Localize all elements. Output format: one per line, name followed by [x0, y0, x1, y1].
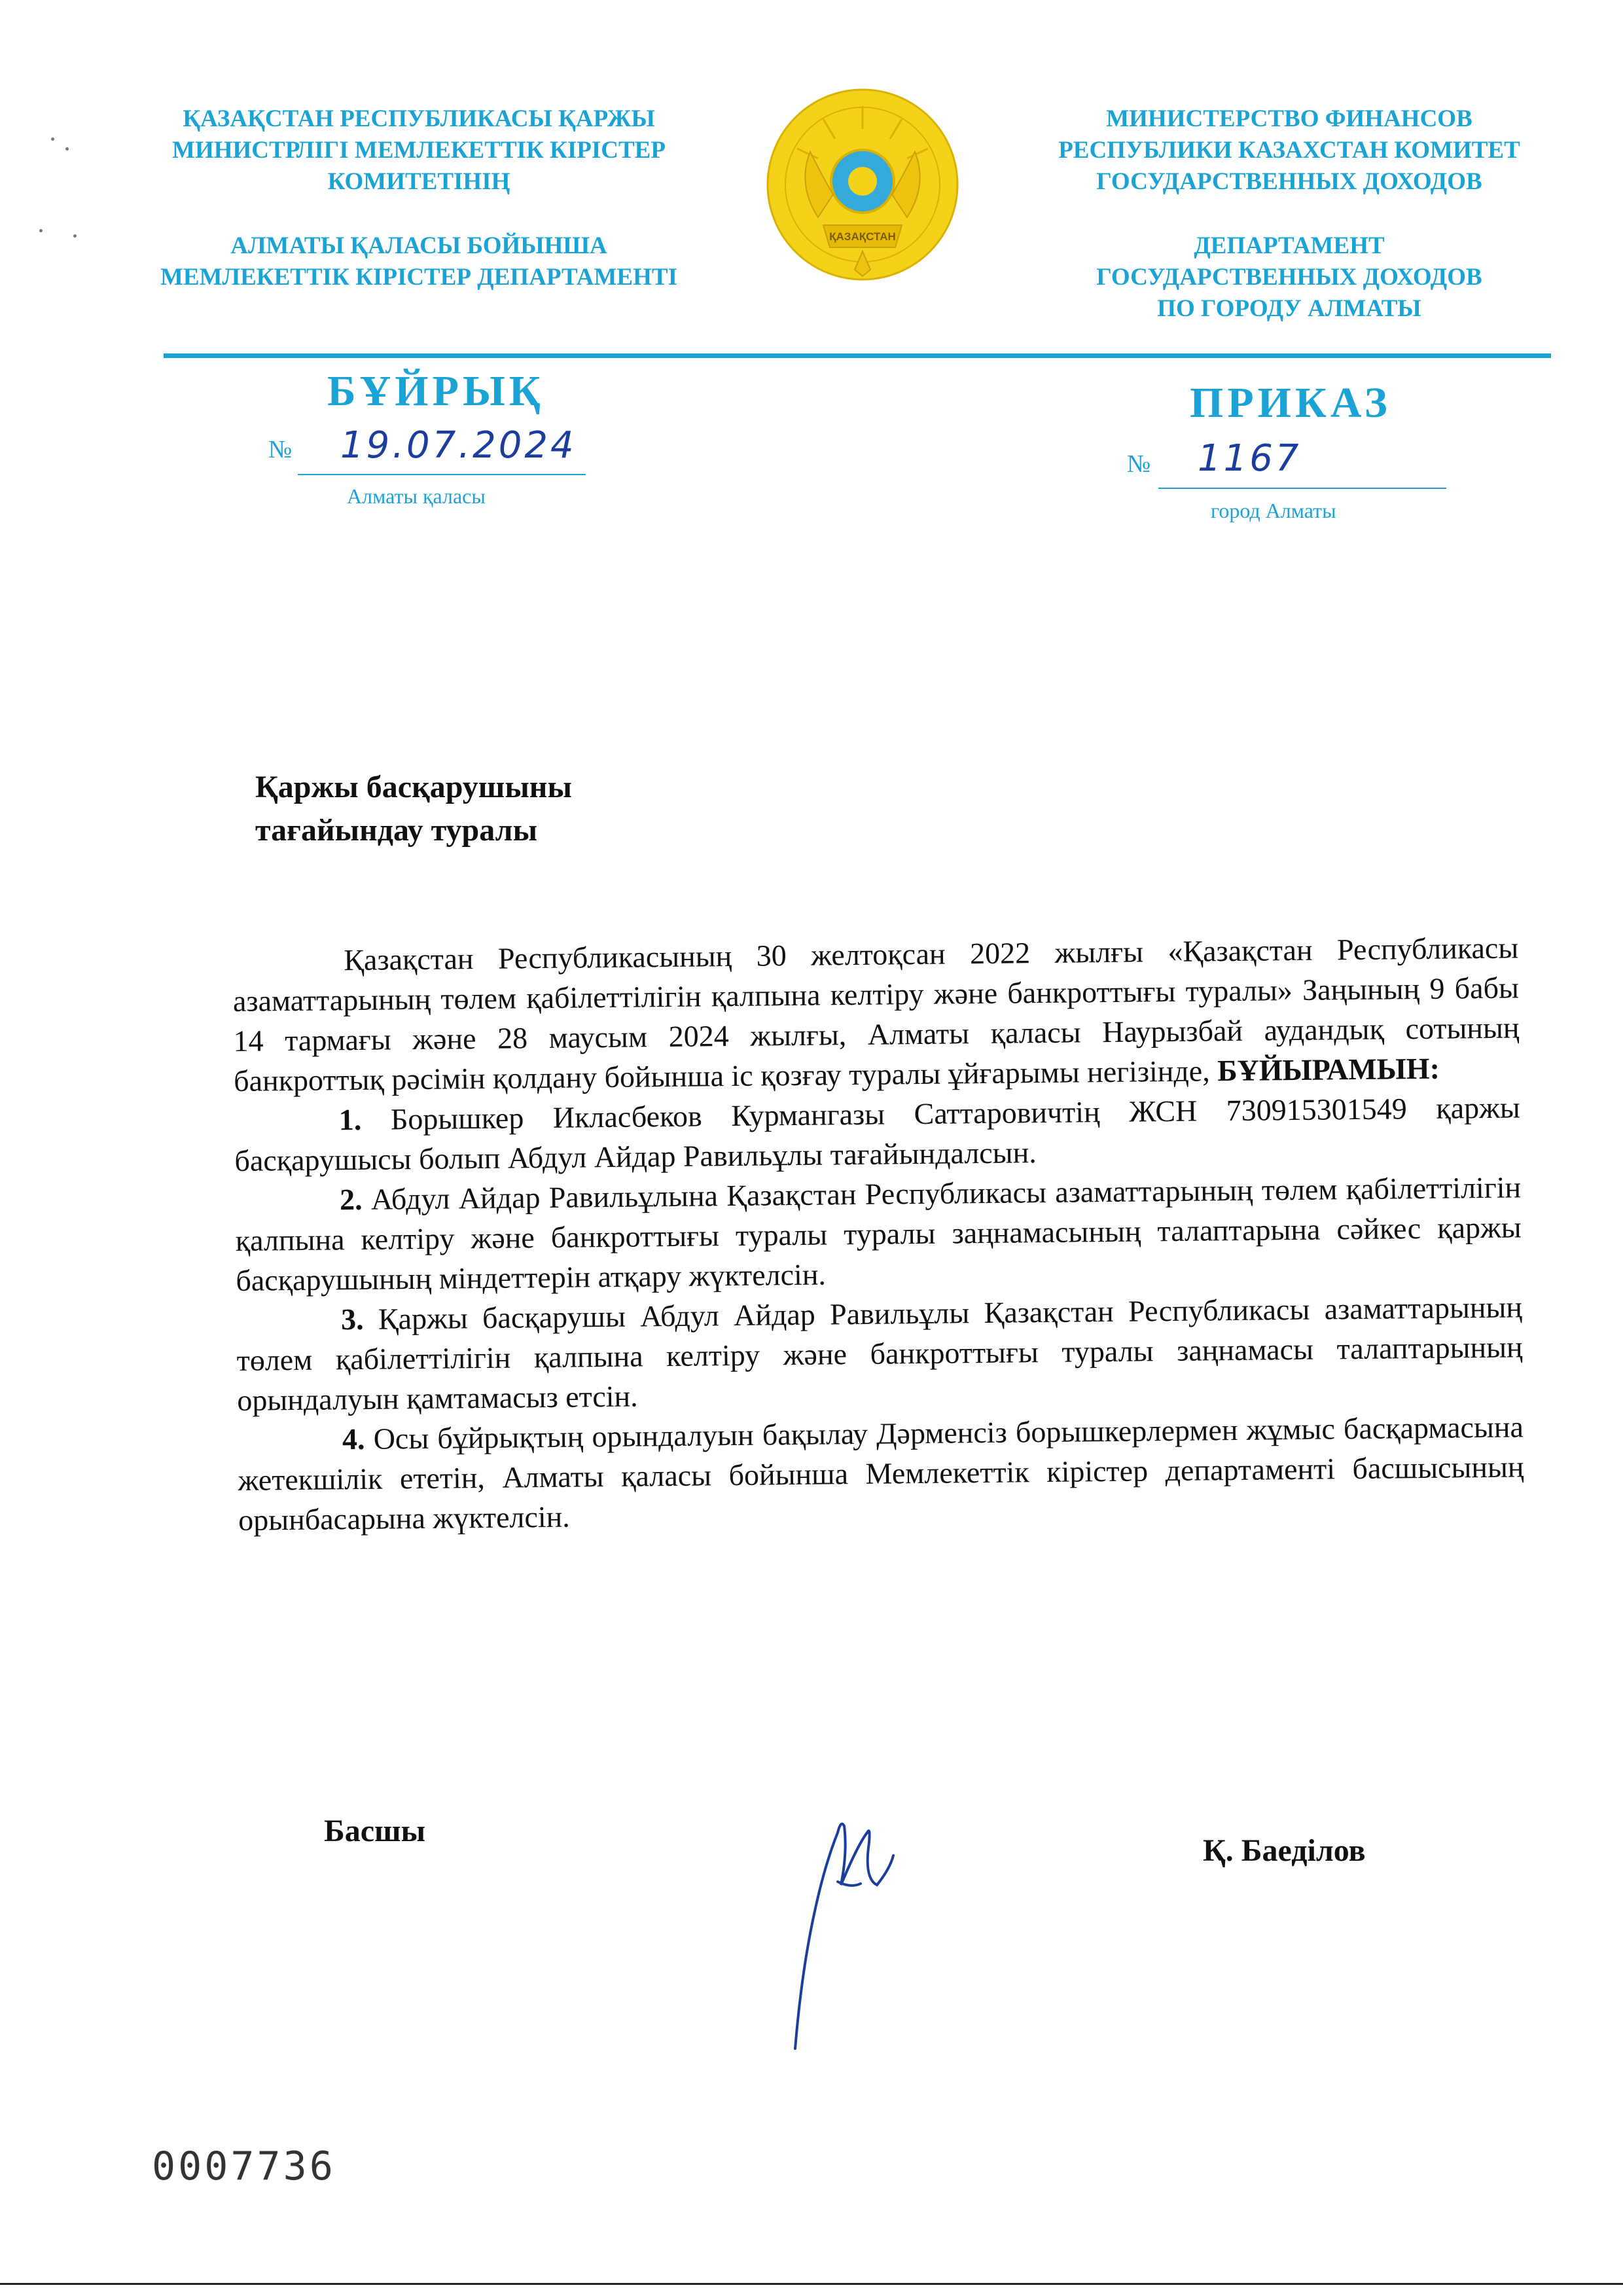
city-kz: Алматы қаласы [347, 484, 486, 508]
header-line: МЕМЛЕКЕТТІК КІРІСТЕР ДЕПАРТАМЕНТІ [160, 264, 677, 291]
header-line: ГОСУДАРСТВЕННЫХ ДОХОДОВ [1096, 264, 1482, 291]
command-word: БҰЙЫРАМЫН: [1217, 1051, 1440, 1088]
order-item [238, 1407, 1525, 1540]
header-line: КОМИТЕТІНІҢ [327, 168, 510, 195]
item-text: Абдул Айдар Равильұлына Қазақстан Республикасы азаматтарының төлем қабілеттілігін қалпына келтіру және банкроттығы туралы туралы заңнамасының талаптарына сәйкес қаржы басқарушының міндеттерін атқару жүктелсін. [235, 1170, 1522, 1297]
subject-line: тағайындау туралы [255, 813, 538, 848]
preamble-paragraph [232, 927, 1520, 1101]
order-item [236, 1287, 1524, 1420]
emblem-caption: ҚАЗАҚСТАН [829, 230, 896, 243]
number-sign-right: № [1127, 450, 1151, 478]
preamble-text: Қазақстан Республикасының 30 желтоқсан 2022 жылғы «Қазақстан Республикасы азаматтарының төлем қабілеттілігін қалпына келтіру және банкроттығы туралы» Заңының 9 бабы 14 тармағы және 28 маусым 2024 жылғы, Алматы қаласы Наурызбай аудандық сотының банкроттық рәсімін қолдану бойынша іс қозғау туралы ұйғарымы негізінде, [232, 931, 1520, 1098]
header-line: ГОСУДАРСТВЕННЫХ ДОХОДОВ [1096, 168, 1482, 195]
header-left-kz [131, 103, 707, 293]
handwritten-number: 1167 [1198, 437, 1302, 480]
item-number: 3. [340, 1302, 364, 1336]
header-line: ДЕПАРТАМЕНТ [1194, 232, 1385, 259]
scan-speck [39, 229, 43, 232]
item-text: Борышкер Икласбеков Курмангазы Саттаровичтің ЖСН 730915301549 қаржы басқарушысы болып Абдул Айдар Равильұлы тағайындалсын. [234, 1090, 1521, 1177]
handwritten-signature [779, 1806, 936, 2055]
header-line: ҚАЗАҚСТАН РЕСПУБЛИКАСЫ ҚАРЖЫ [183, 105, 655, 132]
scan-speck [65, 147, 69, 151]
scan-speck [51, 137, 54, 141]
header-line: МИНИСТРЛІГІ МЕМЛЕКЕТТІК КІРІСТЕР [172, 137, 666, 164]
city-ru: город Алматы [1211, 499, 1336, 522]
header-line: АЛМАТЫ ҚАЛАСЫ БОЙЫНША [230, 232, 607, 259]
subject-line: Қаржы басқарушыны [255, 770, 572, 804]
number-sign-left: № [268, 436, 293, 463]
header-right-ru [1034, 103, 1544, 325]
order-body [232, 927, 1524, 1540]
scan-speck [73, 234, 77, 238]
header-line: РЕСПУБЛИКИ КАЗАХСТАН КОМИТЕТ [1058, 137, 1520, 164]
header-line: ПО ГОРОДУ АЛМАТЫ [1157, 295, 1421, 322]
order-title-ru: ПРИКАЗ [1190, 379, 1391, 427]
header-line: МИНИСТЕРСТВО ФИНАНСОВ [1106, 105, 1472, 132]
order-title-kz: БҰЙРЫҚ [327, 367, 544, 415]
handwritten-date: 19.07.2024 [340, 424, 577, 467]
item-number: 4. [342, 1422, 365, 1456]
scan-bottom-edge [0, 2283, 1623, 2285]
number-underline [1158, 488, 1446, 489]
date-underline [298, 474, 586, 475]
signatory-title: Басшы [324, 1814, 426, 1848]
order-item [235, 1167, 1522, 1300]
order-subject [255, 766, 572, 852]
item-text: Осы бұйрықтың орындалуын бақылау Дәрменсіз борышкерлермен жұмыс басқармасына жетекшілік ететін, Алматы қаласы бойынша Мемлекеттік кірістер департаменті басшысының орынбасарына жүктелсін. [238, 1410, 1524, 1537]
item-number: 1. [338, 1102, 362, 1137]
order-item [234, 1087, 1521, 1181]
item-number: 2. [339, 1182, 363, 1217]
state-emblem-icon [758, 80, 967, 296]
header-divider [164, 353, 1551, 358]
signatory-name: Қ. Баеділов [1203, 1833, 1366, 1868]
document-serial-number: 0007736 [152, 2144, 336, 2189]
item-text: Қаржы басқарушы Абдул Айдар Равильұлы Қазақстан Республикасы азаматтарының төлем қабілеттілігін қалпына келтіру және банкроттығы туралы заңнамасы талаптарының орындалуын қамтамасыз етсін. [236, 1290, 1523, 1417]
